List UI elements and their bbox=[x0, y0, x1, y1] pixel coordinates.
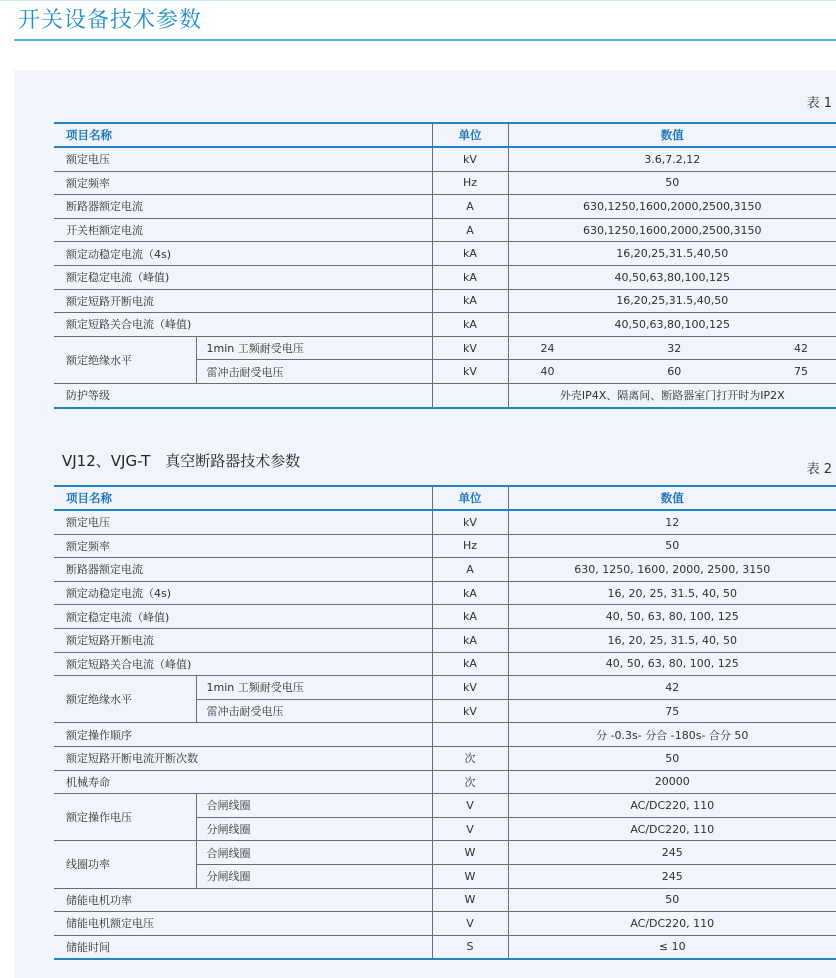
table-row bbox=[54, 534, 836, 558]
row-value: 外壳IP4X、隔离间、断路器室门打开时为IP2X bbox=[508, 383, 836, 407]
row-sub-name: 分闸线圈 bbox=[196, 864, 432, 888]
row-unit: V bbox=[432, 794, 508, 818]
table-row bbox=[54, 218, 836, 242]
row-unit: kA bbox=[432, 265, 508, 289]
table-row bbox=[54, 723, 836, 747]
row-name: 额定电压 bbox=[54, 147, 432, 171]
row-value: 16,20,25,31.5,40,50 bbox=[508, 289, 836, 313]
table-row bbox=[54, 510, 836, 534]
table-row bbox=[54, 558, 836, 582]
row-name: 额定动稳定电流（4s) bbox=[54, 581, 432, 605]
row-value: AC/DC220, 110 bbox=[508, 794, 836, 818]
page-title: 开关设备技术参数 bbox=[18, 8, 203, 33]
row-unit: kA bbox=[432, 289, 508, 313]
row-value: AC/DC220, 110 bbox=[508, 912, 836, 936]
row-value: 50 bbox=[508, 534, 836, 558]
row-value: 32 bbox=[667, 341, 682, 355]
row-value: 16,20,25,31.5,40,50 bbox=[508, 242, 836, 266]
row-value: ≤ 10 bbox=[508, 935, 836, 959]
row-value: 42 bbox=[794, 341, 808, 355]
row-name: 断路器额定电流 bbox=[54, 195, 432, 219]
row-value: 40, 50, 63, 80, 100, 125 bbox=[508, 605, 836, 629]
row-unit: kA bbox=[432, 628, 508, 652]
row-value: 75 bbox=[508, 699, 836, 723]
row-unit: kV bbox=[432, 336, 508, 360]
row-name: 额定短路开断电流 bbox=[54, 289, 432, 313]
table-row bbox=[54, 676, 836, 700]
row-value: 40 bbox=[540, 365, 555, 379]
row-value: 40,50,63,80,100,125 bbox=[508, 265, 836, 289]
row-sub-name: 1min 工频耐受电压 bbox=[196, 336, 432, 360]
row-name: 额定稳定电流（峰值) bbox=[54, 265, 432, 289]
table-row bbox=[54, 770, 836, 794]
row-name: 额定电压 bbox=[54, 510, 432, 534]
row-unit: kV bbox=[432, 360, 508, 384]
table-row bbox=[54, 652, 836, 676]
row-unit: W bbox=[432, 888, 508, 912]
row-name: 额定频率 bbox=[54, 534, 432, 558]
row-unit: kA bbox=[432, 242, 508, 266]
row-unit: kA bbox=[432, 652, 508, 676]
table-row bbox=[54, 912, 836, 936]
col-header-name: 项目名称 bbox=[54, 486, 432, 510]
row-value: 3.6,7.2,12 bbox=[508, 147, 836, 171]
row-unit bbox=[432, 723, 508, 747]
row-value: 12 bbox=[508, 510, 836, 534]
row-sub-name: 合闸线圈 bbox=[196, 794, 432, 818]
row-name: 储能电机额定电压 bbox=[54, 912, 432, 936]
breaker-spec-table bbox=[54, 485, 836, 960]
table-row bbox=[54, 289, 836, 313]
row-sub-name: 1min 工频耐受电压 bbox=[196, 676, 432, 700]
content-panel bbox=[14, 70, 836, 978]
row-sub-name: 雷冲击耐受电压 bbox=[196, 699, 432, 723]
table-row bbox=[54, 841, 836, 865]
row-unit: kV bbox=[432, 510, 508, 534]
table-row bbox=[54, 935, 836, 959]
table-row bbox=[54, 628, 836, 652]
row-unit: kA bbox=[432, 581, 508, 605]
row-name: 额定稳定电流（峰值) bbox=[54, 605, 432, 629]
table-row bbox=[54, 888, 836, 912]
row-value: 50 bbox=[508, 888, 836, 912]
row-group-name: 额定操作电压 bbox=[54, 794, 196, 841]
table-row bbox=[54, 171, 836, 195]
row-unit: V bbox=[432, 912, 508, 936]
row-value: 16, 20, 25, 31.5, 40, 50 bbox=[508, 628, 836, 652]
row-unit: kV bbox=[432, 676, 508, 700]
row-value: 50 bbox=[508, 171, 836, 195]
row-sub-name: 分闸线圈 bbox=[196, 817, 432, 841]
row-unit: A bbox=[432, 558, 508, 582]
row-value-group bbox=[508, 360, 836, 384]
row-value: 75 bbox=[794, 365, 808, 379]
row-value: 20000 bbox=[508, 770, 836, 794]
table-row bbox=[54, 794, 836, 818]
row-name: 额定频率 bbox=[54, 171, 432, 195]
row-unit: W bbox=[432, 864, 508, 888]
row-unit: 次 bbox=[432, 770, 508, 794]
row-unit: kA bbox=[432, 605, 508, 629]
col-header-value: 数值 bbox=[508, 123, 836, 147]
table-row bbox=[54, 605, 836, 629]
row-value: 630, 1250, 1600, 2000, 2500, 3150 bbox=[508, 558, 836, 582]
title-rule bbox=[14, 39, 836, 41]
row-value: 630,1250,1600,2000,2500,3150 bbox=[508, 218, 836, 242]
row-unit: 次 bbox=[432, 746, 508, 770]
row-unit: V bbox=[432, 817, 508, 841]
row-value: 245 bbox=[508, 841, 836, 865]
col-header-name: 项目名称 bbox=[54, 123, 432, 147]
row-name: 额定短路关合电流（峰值) bbox=[54, 652, 432, 676]
row-name: 额定短路开断电流开断次数 bbox=[54, 746, 432, 770]
table-header-row bbox=[54, 486, 836, 510]
row-name: 储能时间 bbox=[54, 935, 432, 959]
row-unit bbox=[432, 383, 508, 407]
table-row bbox=[54, 147, 836, 171]
row-value: 42 bbox=[508, 676, 836, 700]
row-unit: W bbox=[432, 841, 508, 865]
row-value: 40,50,63,80,100,125 bbox=[508, 313, 836, 337]
row-value: AC/DC220, 110 bbox=[508, 817, 836, 841]
row-unit: Hz bbox=[432, 534, 508, 558]
row-unit: S bbox=[432, 935, 508, 959]
table-row bbox=[54, 581, 836, 605]
table-row bbox=[54, 313, 836, 337]
row-sub-name: 合闸线圈 bbox=[196, 841, 432, 865]
row-unit: kA bbox=[432, 313, 508, 337]
row-name: 额定操作顺序 bbox=[54, 723, 432, 747]
row-value: 16, 20, 25, 31.5, 40, 50 bbox=[508, 581, 836, 605]
table-row bbox=[54, 746, 836, 770]
row-value: 40, 50, 63, 80, 100, 125 bbox=[508, 652, 836, 676]
row-group-name: 额定绝缘水平 bbox=[54, 676, 196, 723]
table2-label: 表 2 bbox=[806, 462, 832, 477]
row-unit: kV bbox=[432, 699, 508, 723]
row-name: 断路器额定电流 bbox=[54, 558, 432, 582]
row-name: 额定短路开断电流 bbox=[54, 628, 432, 652]
row-value: 50 bbox=[508, 746, 836, 770]
table-row bbox=[54, 195, 836, 219]
switchgear-spec-table bbox=[54, 122, 836, 409]
table-header-row bbox=[54, 123, 836, 147]
row-value: 245 bbox=[508, 864, 836, 888]
row-unit: kV bbox=[432, 147, 508, 171]
row-name: 机械寿命 bbox=[54, 770, 432, 794]
row-value: 630,1250,1600,2000,2500,3150 bbox=[508, 195, 836, 219]
row-name: 防护等级 bbox=[54, 383, 432, 407]
row-group-name: 额定绝缘水平 bbox=[54, 336, 196, 383]
row-name: 额定短路关合电流（峰值) bbox=[54, 313, 432, 337]
table-row bbox=[54, 336, 836, 360]
row-group-name: 线圈功率 bbox=[54, 841, 196, 888]
row-name: 额定动稳定电流（4s) bbox=[54, 242, 432, 266]
row-unit: A bbox=[432, 218, 508, 242]
row-unit: Hz bbox=[432, 171, 508, 195]
col-header-unit: 单位 bbox=[432, 123, 508, 147]
table2-title: VJ12、VJG-T 真空断路器技术参数 bbox=[62, 452, 301, 470]
top-border bbox=[0, 0, 836, 1]
row-value: 60 bbox=[667, 365, 682, 379]
row-name: 开关柜额定电流 bbox=[54, 218, 432, 242]
col-header-value: 数值 bbox=[508, 486, 836, 510]
row-name: 储能电机功率 bbox=[54, 888, 432, 912]
row-value: 分 -0.3s- 分合 -180s- 合分 50 bbox=[508, 723, 836, 747]
table1-label: 表 1 bbox=[806, 96, 832, 111]
table-row bbox=[54, 383, 836, 407]
row-value-group bbox=[508, 336, 836, 360]
row-unit: A bbox=[432, 195, 508, 219]
row-sub-name: 雷冲击耐受电压 bbox=[196, 360, 432, 384]
row-value: 24 bbox=[540, 341, 555, 355]
table-row bbox=[54, 242, 836, 266]
table-row bbox=[54, 265, 836, 289]
col-header-unit: 单位 bbox=[432, 486, 508, 510]
